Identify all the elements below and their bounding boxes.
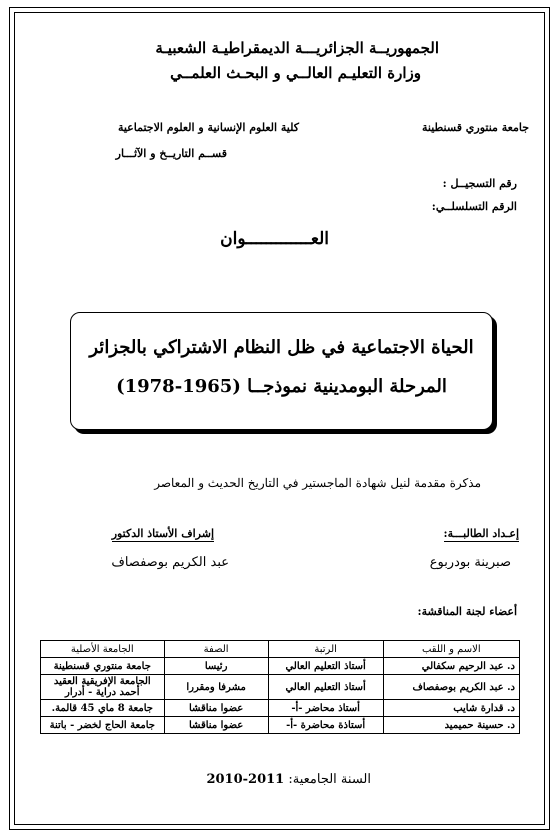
student-label: إعـداد الطالبـــة: <box>443 527 519 540</box>
supervisor-label: إشراف الأستاذ الدكتور <box>111 527 214 540</box>
member-rank: أستاذة محاضرة -أ- <box>268 717 383 734</box>
member-name: د. عبد الكريم بوصفصاف <box>383 675 519 700</box>
address-heading: العـــــــــــــوان <box>220 229 329 249</box>
member-university: جامعة الحاج لخضر - باتنة <box>41 717 165 734</box>
table-row <box>41 717 520 734</box>
table-row <box>41 658 520 675</box>
thesis-title-box <box>70 312 493 430</box>
member-role: عضوا مناقشا <box>164 717 268 734</box>
committee-header-row <box>41 641 520 658</box>
academic-year-label: السنة الجامعية: <box>288 772 371 787</box>
table-row <box>41 675 520 700</box>
member-role: عضوا مناقشا <box>164 700 268 717</box>
faculty-name: كلية العلوم الإنسانية و العلوم الاجتماعية <box>117 121 299 134</box>
department-name: قســم التاريــخ و الآثـــار <box>115 147 227 160</box>
university-name: جامعة منتوري قسنطينة <box>422 121 529 134</box>
member-university: جامعة 8 ماي 45 قالمة. <box>41 700 165 717</box>
serial-number-label: الرقم التسلسلــي: <box>431 200 517 213</box>
supervisor-name: عبد الكريم بوصفصاف <box>111 555 229 570</box>
member-name: د. عبد الرحيم سكفالي <box>383 658 519 675</box>
thesis-title-line1: الحياة الاجتماعية في ظل النظام الاشتراكي بالجزائر <box>89 337 474 358</box>
academic-year <box>206 772 371 787</box>
header-university: الجامعة الأصلية <box>41 641 165 658</box>
thesis-title-line2: المرحلة البومدينية نموذجــا (1965-1978) <box>116 376 447 397</box>
committee-table <box>40 640 520 734</box>
member-university: الجامعة الإفريقية العقيد أحمد دراية - أدرار <box>41 675 165 700</box>
republic-heading: الجمهوريــة الجزائريـــة الديمقراطيـة الشعبيـة <box>155 39 439 57</box>
member-rank: أستاذ محاضر -أ- <box>268 700 383 717</box>
committee-label: أعضاء لجنة المناقشة: <box>417 605 517 618</box>
academic-year-value: 2010-2011 <box>206 772 285 787</box>
member-university: جامعة منتوري قسنطينة <box>41 658 165 675</box>
student-name: صبرينة بودربوع <box>429 555 511 570</box>
member-name: د. حسينة حميميد <box>383 717 519 734</box>
member-role: مشرفا ومقررا <box>164 675 268 700</box>
header-rank: الرتبة <box>268 641 383 658</box>
header-name: الاسم و اللقب <box>383 641 519 658</box>
ministry-heading: وزارة التعليـم العالــي و البحـث العلمــي <box>170 64 421 82</box>
member-rank: أستاذ التعليم العالي <box>268 675 383 700</box>
memo-text: مذكرة مقدمة لنيل شهادة الماجستير في التاريخ الحديث و المعاصر <box>154 476 481 490</box>
table-row <box>41 700 520 717</box>
member-name: د. قدارة شايب <box>383 700 519 717</box>
registration-number-label: رقم التسجيــل : <box>442 177 517 190</box>
member-role: رئيسا <box>164 658 268 675</box>
member-rank: أستاذ التعليم العالي <box>268 658 383 675</box>
header-role: الصفة <box>164 641 268 658</box>
